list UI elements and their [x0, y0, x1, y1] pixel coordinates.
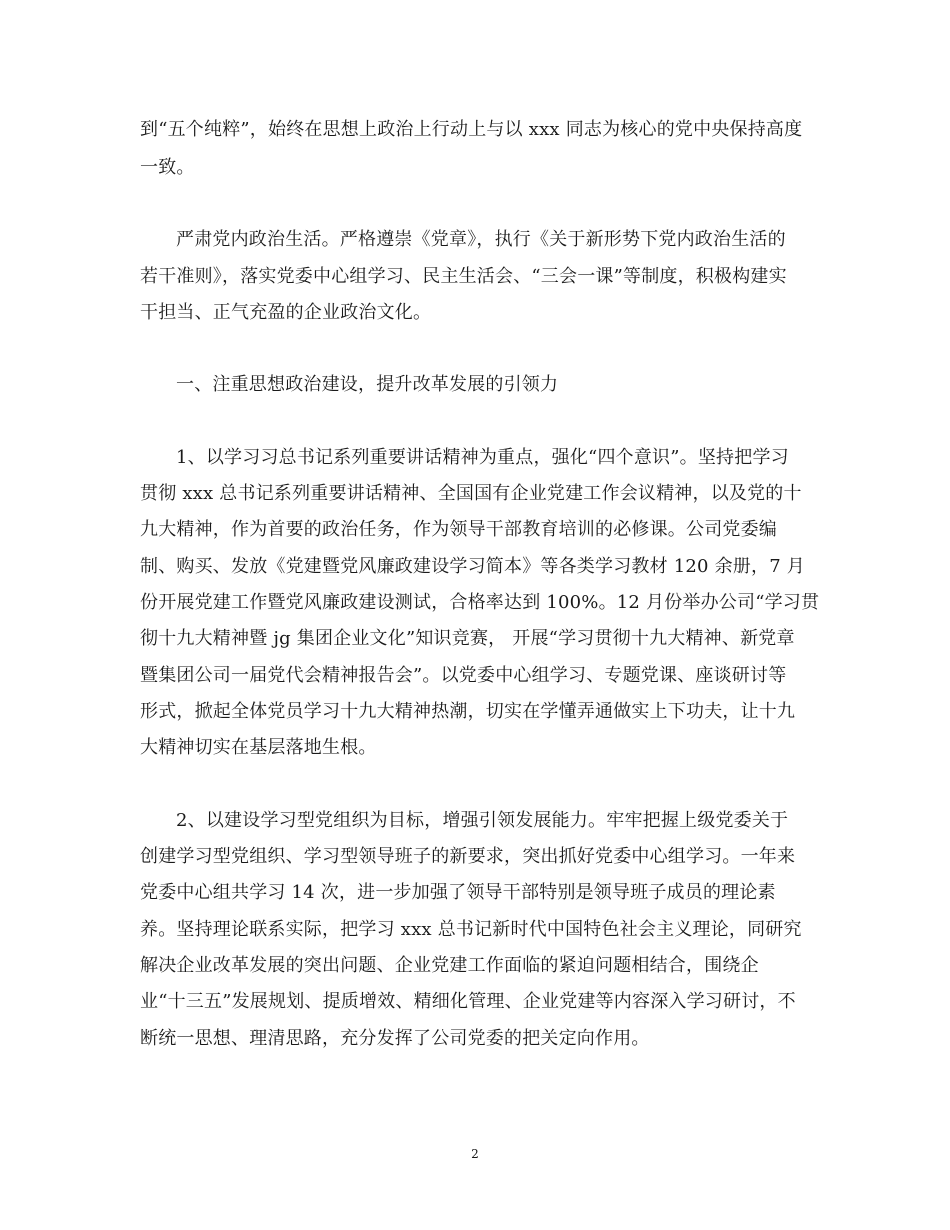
text-line: 暨集团公司一届党代会精神报告会”。以党委中心组学习、专题党课、座谈研讨等: [140, 665, 787, 686]
text-line: 养。坚持理论联系实际，把学习 xxx 总书记新时代中国特色社会主义理论，同研究: [140, 919, 802, 940]
text-line: 业“十三五”发展规划、提质增效、精细化管理、企业党建等内容深入学习研讨，不: [140, 991, 796, 1012]
text-line: 彻十九大精神暨 jg 集团企业文化”知识竞赛， 开展“学习贯彻十九大精神、新党章: [140, 628, 795, 649]
text-line: 2、以建设学习型党组织为目标，增强引领发展能力。牢牢把握上级党委关于: [176, 810, 789, 831]
text-line: 严肃党内政治生活。严格遵崇《党章》，执行《关于新形势下党内政治生活的: [176, 229, 786, 250]
text-line: 制、购买、发放《党建暨党风廉政建设学习简本》等各类学习教材 120 余册，7 月: [140, 556, 805, 577]
text-line: 形式，掀起全体党员学习十九大精神热潮，切实在学懂弄通做实上下功夫，让十九: [140, 701, 796, 722]
text-line: 若干准则》，落实党委中心组学习、民主生活会、“三会一课”等制度，积极构建实: [140, 266, 787, 287]
page-number: 2: [471, 1147, 479, 1161]
text-line: 党委中心组共学习 14 次，进一步加强了领导干部特别是领导班子成员的理论素: [140, 882, 776, 903]
text-line: 份开展党建工作暨党风廉政建设测试，合格率达到 100%。12 月份举办公司“学习贯: [140, 592, 820, 613]
text-line: 贯彻 xxx 总书记系列重要讲话精神、全国国有企业党建工作会议精神，以及党的十: [140, 483, 802, 504]
text-line: 断统一思想、理清思路，充分发挥了公司党委的把关定向作用。: [140, 1028, 650, 1049]
text-line: 1、以学习习总书记系列重要讲话精神为重点，强化“四个意识”。坚持把学习: [176, 447, 789, 468]
text-line: 解决企业改革发展的突出问题、企业党建工作面临的紧迫问题相结合，围绕企: [140, 955, 759, 976]
text-line: 九大精神，作为首要的政治任务，作为领导干部教育培训的必修课。公司党委编: [140, 519, 777, 540]
section-heading: 一、注重思想政治建设，提升改革发展的引领力: [176, 374, 559, 395]
text-line: 到“五个纯粹”，始终在思想上政治上行动上与以 xxx 同志为核心的党中央保持高度: [140, 119, 803, 140]
text-line: 干担当、正气充盈的企业政治文化。: [140, 302, 432, 323]
text-line: 大精神切实在基层落地生根。: [140, 737, 377, 758]
text-line: 一致。: [140, 157, 195, 178]
text-line: 创建学习型党组织、学习型领导班子的新要求，突出抓好党委中心组学习。一年来: [140, 846, 796, 867]
